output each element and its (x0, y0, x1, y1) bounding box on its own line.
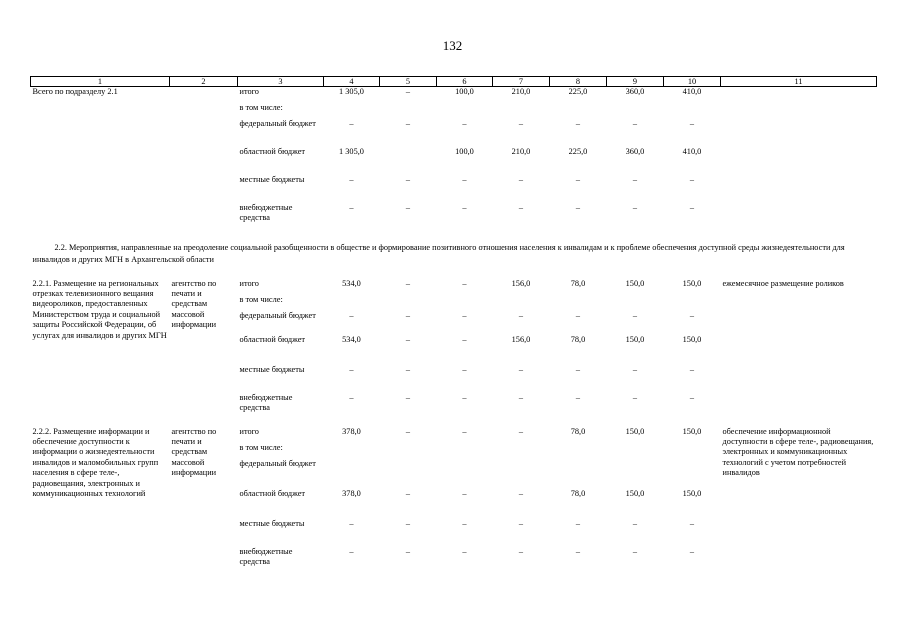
funding-source-label: местные бюджеты (239, 364, 305, 374)
header-row (31, 77, 877, 87)
section-title: 2.2. Мероприятия, направленные на преодоление социальной разобщенности в обществе и формирование позитивного отношения населения к инвалидам и к проблеме обеспечения доступной среды жизнедеятельности для инвалидов и других МГН в Архангельской области (32, 242, 845, 264)
amount-cell (380, 147, 437, 175)
funding-source-label: в том числе: (239, 294, 283, 304)
amount-cell (380, 443, 437, 459)
funding-source-label: внебюджетные средства (239, 546, 293, 566)
amount-cell: – (462, 426, 467, 436)
budget-row (31, 279, 877, 295)
amount-cell: – (462, 518, 467, 528)
amount-cell (664, 443, 721, 459)
amount-cell (493, 103, 550, 119)
amount-cell: – (518, 488, 524, 498)
amount-cell: – (405, 488, 411, 498)
amount-cell: – (349, 364, 354, 374)
amount-cell: – (349, 310, 354, 320)
amount-cell (607, 459, 664, 489)
amount-cell: – (349, 118, 354, 128)
amount-cell (664, 459, 721, 489)
funding-source-label: итого (239, 87, 259, 96)
amount-cell (437, 459, 493, 489)
amount-cell: – (462, 310, 467, 320)
amount-cell: – (349, 202, 354, 212)
amount-cell: – (405, 518, 411, 528)
amount-cell: 150,0 (625, 488, 645, 498)
amount-cell: 100,0 (455, 146, 474, 156)
amount-cell: 78,0 (570, 426, 586, 436)
amount-cell (664, 103, 721, 119)
header-cell: 1 (31, 77, 170, 87)
amount-cell: 378,0 (342, 488, 361, 498)
amount-cell: – (405, 310, 411, 320)
header-cell: 10 (664, 77, 721, 87)
section-row (31, 231, 877, 279)
amount-cell: – (575, 118, 581, 128)
amount-cell: 150,0 (682, 426, 702, 436)
amount-cell: 156,0 (511, 334, 531, 344)
amount-cell: 150,0 (682, 334, 702, 344)
amount-cell: – (518, 392, 524, 402)
header-cell: 6 (437, 77, 493, 87)
funding-source-label: местные бюджеты (239, 518, 305, 528)
funding-source-label: федеральный бюджет (239, 118, 316, 128)
amount-cell: – (518, 202, 524, 212)
amount-cell: – (405, 202, 411, 212)
amount-cell: – (405, 546, 411, 556)
expected-result: обеспечение информационной доступности в сфере теле-, радиовещания, электронных и коммуникационных технологий с учетом потребностей инвалидов (722, 426, 874, 478)
budget-row (31, 87, 877, 103)
amount-cell: 225,0 (568, 146, 588, 156)
amount-cell: – (405, 364, 411, 374)
amount-cell (550, 443, 607, 459)
amount-cell: 534,0 (342, 334, 361, 344)
funding-source-label: местные бюджеты (239, 174, 305, 184)
amount-cell (550, 103, 607, 119)
amount-cell: 100,0 (455, 87, 474, 96)
amount-cell: 534,0 (342, 278, 361, 288)
amount-cell: – (349, 392, 354, 402)
amount-cell: – (405, 87, 411, 96)
amount-cell: – (575, 518, 581, 528)
header-cell: 2 (170, 77, 238, 87)
funding-source-label: итого (239, 278, 259, 288)
amount-cell (324, 459, 380, 489)
amount-cell: 410,0 (682, 146, 702, 156)
amount-cell: 410,0 (682, 87, 702, 96)
amount-cell: 156,0 (511, 278, 531, 288)
funding-source-label: в том числе: (239, 442, 283, 452)
amount-cell: – (689, 202, 695, 212)
funding-source-label: областной бюджет (239, 334, 306, 344)
page-number: 132 (442, 38, 463, 53)
amount-cell (437, 443, 493, 459)
header-cell: 9 (607, 77, 664, 87)
amount-cell: – (349, 546, 354, 556)
amount-cell: – (462, 202, 467, 212)
executor-cell (170, 87, 238, 231)
amount-cell: 150,0 (625, 278, 645, 288)
amount-cell: – (462, 392, 467, 402)
amount-cell: – (349, 518, 354, 528)
amount-cell: 78,0 (570, 334, 586, 344)
amount-cell: – (632, 310, 638, 320)
amount-cell (324, 103, 380, 119)
amount-cell: – (405, 278, 411, 288)
amount-cell: – (518, 518, 524, 528)
amount-cell: 150,0 (625, 334, 645, 344)
amount-cell: – (405, 174, 411, 184)
funding-source-label: областной бюджет (239, 146, 306, 156)
funding-source-label: внебюджетные средства (239, 202, 293, 222)
amount-cell: – (518, 426, 524, 436)
amount-cell: – (462, 278, 467, 288)
budget-table (30, 76, 877, 575)
amount-cell: 210,0 (511, 87, 531, 96)
amount-cell (493, 443, 550, 459)
amount-cell (607, 443, 664, 459)
amount-cell: – (518, 174, 524, 184)
amount-cell: – (405, 334, 411, 344)
amount-cell: – (689, 392, 695, 402)
measure-name: 2.2.2. Размещение информации и обеспечение доступности к информации о жизнедеятельности инвалидов и маломобильных групп населения в сфере теле-, радиовещания, электронных и коммуникационных технологий (32, 426, 159, 498)
amount-cell: – (518, 546, 524, 556)
amount-cell: – (689, 518, 695, 528)
amount-cell: – (689, 546, 695, 556)
amount-cell: – (462, 364, 467, 374)
header-cell: 3 (238, 77, 324, 87)
amount-cell: – (689, 174, 695, 184)
amount-cell: – (462, 118, 467, 128)
measure-name: 2.2.1. Размещение на региональных отрезках телевизионного вещания видеороликов, предоставленных Министерством труда и социальной защиты Российской Федерации, об услугах для инвалидов и других МГН (32, 278, 167, 340)
amount-cell: – (462, 488, 467, 498)
funding-source-label: федеральный бюджет (239, 458, 316, 468)
amount-cell: 150,0 (625, 426, 645, 436)
amount-cell (380, 103, 437, 119)
amount-cell: – (632, 392, 638, 402)
amount-cell: 210,0 (511, 146, 531, 156)
amount-cell: – (689, 310, 695, 320)
amount-cell (493, 459, 550, 489)
amount-cell: – (405, 392, 411, 402)
amount-cell: 78,0 (570, 278, 586, 288)
amount-cell: 78,0 (570, 488, 586, 498)
amount-cell: – (518, 364, 524, 374)
amount-cell: 150,0 (682, 278, 702, 288)
amount-cell: – (518, 310, 524, 320)
amount-cell: – (689, 364, 695, 374)
funding-source-label: областной бюджет (239, 488, 306, 498)
amount-cell (550, 459, 607, 489)
amount-cell: 360,0 (625, 87, 645, 96)
amount-cell: – (632, 174, 638, 184)
amount-cell: – (405, 426, 411, 436)
amount-cell: – (405, 118, 411, 128)
amount-cell (380, 295, 437, 311)
expected-result (721, 87, 877, 231)
executor-cell: агентство по печати и средствам массовой информации (171, 426, 217, 478)
amount-cell (607, 295, 664, 311)
funding-source-label: федеральный бюджет (239, 310, 316, 320)
amount-cell: – (462, 546, 467, 556)
amount-cell: – (575, 202, 581, 212)
amount-cell: – (462, 174, 467, 184)
funding-source-label: внебюджетные средства (239, 392, 293, 412)
amount-cell: – (575, 364, 581, 374)
amount-cell (437, 103, 493, 119)
amount-cell: – (462, 334, 467, 344)
header-cell: 8 (550, 77, 607, 87)
amount-cell: – (518, 118, 524, 128)
amount-cell (324, 443, 380, 459)
amount-cell (324, 295, 380, 311)
header-cell: 4 (324, 77, 380, 87)
amount-cell: 360,0 (625, 146, 645, 156)
amount-cell (664, 295, 721, 311)
executor-cell: агентство по печати и средствам массовой информации (171, 278, 217, 330)
amount-cell: – (632, 546, 638, 556)
amount-cell: – (632, 364, 638, 374)
amount-cell: 1 305,0 (339, 87, 364, 96)
amount-cell: – (632, 118, 638, 128)
header-cell: 11 (721, 77, 877, 87)
funding-source-label: итого (239, 426, 259, 436)
measure-name: Всего по подразделу 2.1 (32, 87, 118, 96)
amount-cell: – (632, 202, 638, 212)
amount-cell: 225,0 (568, 87, 588, 96)
amount-cell (550, 295, 607, 311)
header-cell: 5 (380, 77, 437, 87)
amount-cell: – (575, 310, 581, 320)
amount-cell (493, 295, 550, 311)
amount-cell: 150,0 (682, 488, 702, 498)
expected-result: ежемесячное размещение роликов (722, 278, 844, 288)
header-cell: 7 (493, 77, 550, 87)
amount-cell (607, 103, 664, 119)
budget-row (31, 427, 877, 443)
amount-cell: – (575, 546, 581, 556)
amount-cell: 1 305,0 (339, 146, 364, 156)
amount-cell: 378,0 (342, 426, 361, 436)
funding-source-label: в том числе: (239, 102, 283, 112)
amount-cell: – (689, 118, 695, 128)
amount-cell: – (575, 174, 581, 184)
amount-cell (437, 295, 493, 311)
amount-cell: – (575, 392, 581, 402)
amount-cell: – (349, 174, 354, 184)
amount-cell: – (632, 518, 638, 528)
amount-cell (380, 459, 437, 489)
